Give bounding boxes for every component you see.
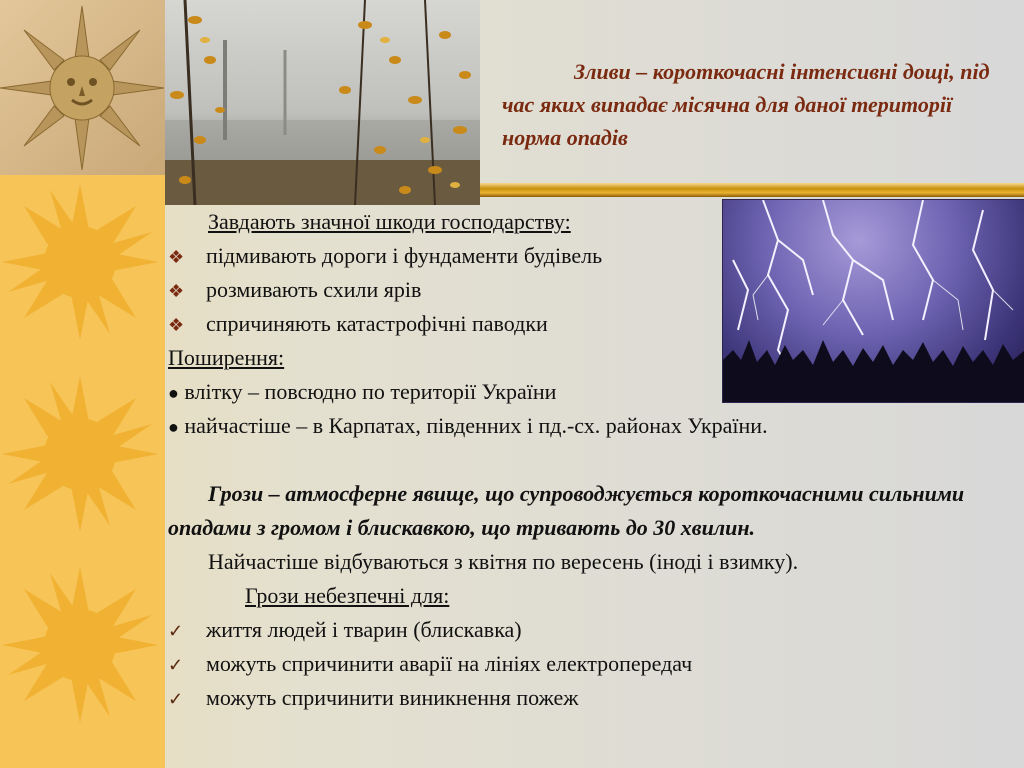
damage-title: Завдають значної шкоди господарству: (208, 209, 571, 234)
list-item: ✓ можуть спричинити аварії на лініях електропередач (168, 647, 1008, 681)
showers-definition-text: Зливи – короткочасні інтенсивні дощі, під час яких випадає місячна для даної території норма опадів (502, 59, 990, 150)
main-content (168, 205, 1008, 715)
list-item: ✓ можуть спричинити виникнення пожеж (168, 681, 1008, 715)
list-item: ● найчастіше – в Карпатах, південних і пд.-сх. районах України. (168, 413, 768, 438)
list-item: ✓ життя людей і тварин (блискавка) (168, 613, 1008, 647)
storms-season: Найчастіше відбуваються з квітня по вересень (іноді і взимку). (208, 549, 799, 574)
sun-icon (0, 563, 165, 728)
dot-bullet-icon: ● (168, 417, 179, 437)
danger-title: Грози небезпечні для: (245, 583, 450, 608)
list-item: ● влітку – повсюдно по території України (168, 379, 557, 404)
showers-definition (502, 55, 1007, 154)
storms-definition: Грози – атмосферне явище, що супроводжується короткочасними сильними опадами з громом і блискавкою, що тривають до 30 хвилин. (168, 481, 965, 540)
check-bullet-icon: ✓ (168, 655, 184, 675)
left-decoration-strip (0, 0, 165, 768)
check-bullet-icon: ✓ (168, 689, 184, 709)
dot-bullet-icon: ● (168, 383, 179, 403)
autumn-fog-photo (165, 0, 480, 205)
list-item: ❖ розмивають схили ярів (168, 273, 1008, 307)
sun-icon (0, 372, 165, 537)
sun-icon (0, 180, 165, 345)
diamond-bullet-icon: ❖ (168, 247, 185, 267)
diamond-bullet-icon: ❖ (168, 315, 185, 335)
list-item: ❖ підмивають дороги і фундаменти будівель (168, 239, 1008, 273)
diamond-bullet-icon: ❖ (168, 281, 185, 301)
sun-face-emblem-icon (0, 0, 165, 175)
check-bullet-icon: ✓ (168, 621, 184, 641)
list-item: ❖ спричиняють катастрофічні паводки (168, 307, 1008, 341)
spread-title: Поширення: (168, 345, 285, 370)
gold-divider (480, 183, 1024, 197)
